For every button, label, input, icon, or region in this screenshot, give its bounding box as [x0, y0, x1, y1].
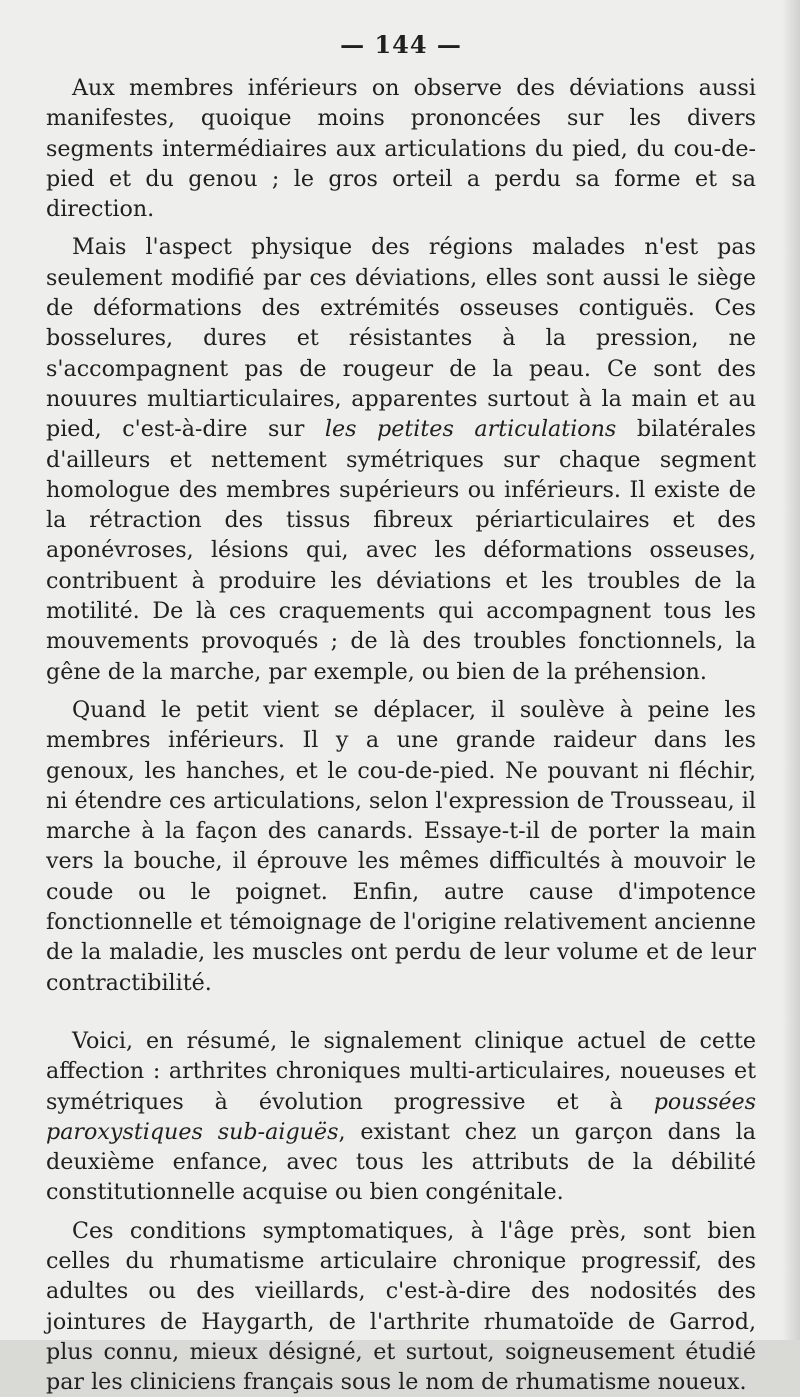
paragraph-2-text-start: Mais l'aspect physique des régions malades n'est pas seulement modifié par ces déviations, elles sont aussi le siège de déformations des extrémités osseuses contiguës. Ces bosselures, dures et résistantes à la pression, ne s'accompagnent pas de rougeur de la peau. Ce sont des nouures multiarticulaires, apparentes surtout à la main et au pied, c'est-à-dire sur — [46, 234, 756, 443]
paragraph-2-text-end: bilatérales d'ailleurs et nettement symétriques sur chaque segment homologue des membres supérieurs ou inférieurs. Il existe de la rétraction des tissus fibreux périarticulaires et des aponévroses, lésions qui, avec les déformations osseuses, contribuent à produire les déviations et les troubles de la motilité. De là ces craquements qui accompagnent tous les mouvements provoqués ; de là des troubles fonctionnels, la gêne de la marche, par exemple, ou bien de la préhension. — [46, 416, 757, 685]
paragraph-5 — [46, 1216, 756, 1397]
paragraph-4-italic: poussées paroxystiques sub-aiguës — [46, 1088, 756, 1145]
paragraph-3 — [46, 695, 756, 998]
paragraph-4-text-end: , existant chez un garçon dans la deuxième enfance, avec tous les attributs de la débilité constitutionnelle acquise ou bien congénitale. — [46, 1118, 756, 1206]
paragraph-5-text: Ces conditions symptomatiques, à l'âge près, sont bien celles du rhumatisme articulaire chronique progressif, des adultes ou des vieillards, c'est-à-dire des nodosités des jointures de Haygarth, de l'arthrite rhumatoïde de Garrod, plus connu, mieux désigné, et surtout, soigneusement étudié par les cliniciens français sous le nom de rhumatisme noueux. — [46, 1217, 756, 1396]
page-number: — 144 — — [340, 30, 462, 59]
page-edge-shadow — [782, 0, 800, 1340]
paragraph-3-text: Quand le petit vient se déplacer, il soulève à peine les membres inférieurs. Il y a une grande raideur dans les genoux, les hanches, et le cou-de-pied. Ne pouvant ni fléchir, ni étendre ces articulations, selon l'expression de Trousseau, il marche à la façon des canards. Essaye-t-il de porter la main vers la bouche, il éprouve les mêmes difficultés à mouvoir le coude ou le poignet. Enfin, autre cause d'impotence fonctionnelle et témoignage de l'origine relativement ancienne de la maladie, les muscles ont perdu de leur volume et de leur contractibilité. — [46, 696, 756, 996]
paragraph-2-italic: les petites articulations — [324, 416, 617, 443]
paragraph-1 — [46, 73, 756, 224]
paragraph-4 — [46, 1026, 756, 1208]
paragraph-1-text: Aux membres inférieurs on observe des déviations aussi manifestes, quoique moins prononcées sur les divers segments intermédiaires aux articulations du pied, du cou-de-pied et du genou ; le gros orteil a perdu sa forme et sa direction. — [46, 75, 756, 223]
paragraph-2 — [46, 232, 756, 686]
paragraph-4-text-start: Voici, en résumé, le signalement clinique actuel de cette affection : arthrites chroniques multi-articulaires, noueuses et symétriques à évolution progressive et à — [46, 1027, 756, 1115]
